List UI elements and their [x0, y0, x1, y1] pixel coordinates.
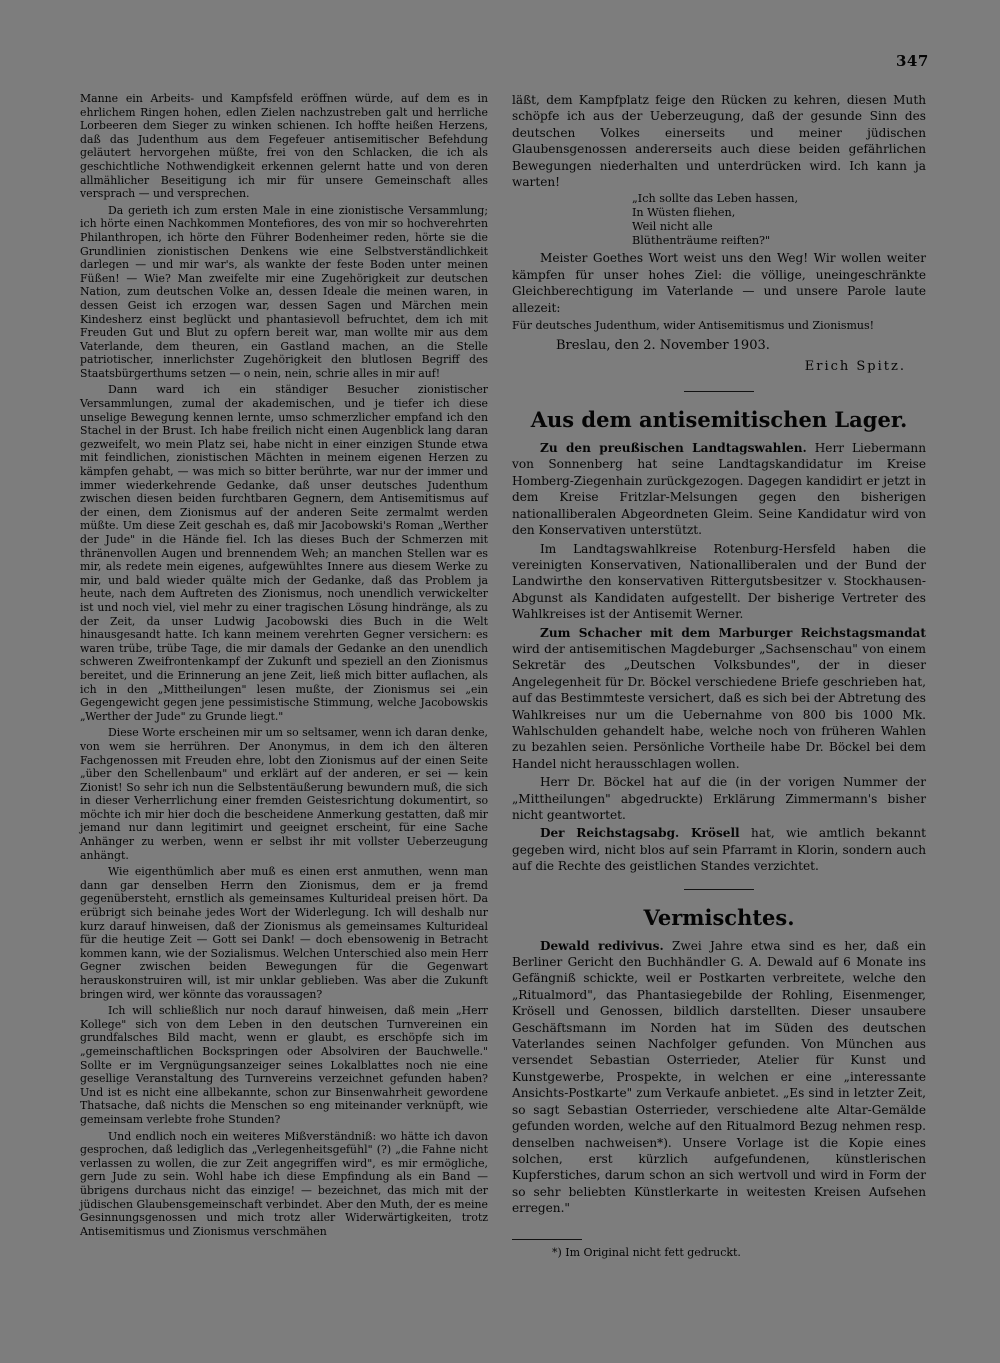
left-column — [80, 92, 488, 1238]
author-signature: Erich Spitz. — [804, 359, 906, 375]
article-body: Zwei Jahre etwa sind es her, daß ein Berliner Gericht den Buchhändler G. A. Dewald auf 6 Monate ins Gefängniß schickte, weil er Postkarten verbreitete, welche den „Ritualmord", das Phantasiegebilde der Rohling, Eisenmenger, Krösell und Genossen, bildlich darstellten. Dieser unsaubere Geschäftsmann im Norden hat im Süden des deutschen Vaterlandes seinen Nachfolger gefunden. Von München aus versendet Sebastian Osterrieder, Atelier für Kunst und Kunstgewerbe, Prospekte, in welchen er eine „interessante Ansichts-Postkarte" zum Verkaufe anbietet. „Es sind in letzter Zeit, so sagt Sebastian Osterrieder, verschiedene alte Altar-Gemälde gefunden worden, welche auf den Ritualmord Bezug nehmen resp. denselben nachweisen*). Unsere Vorlage ist die Kopie eines solchen, erst kürzlich aufgefundenen, künstlerischen Kupferstiches, darum schon an sich wertvoll und wird in Form der so sehr beliebten Künstlerkarte in weitesten Kreisen Aufsehen erregen." — [512, 938, 926, 1216]
slogan-line: Für deutsches Judenthum, wider Antisemitismus und Zionismus! — [512, 319, 875, 333]
left-paragraph-5: Wie eigenthümlich aber muß es einen erst anmuthen, wenn man dann gar denselben Herrn den Zionismus, dem er ja fremd gegenübersteht, ernstlich als gemeinsames Kulturideal preisen hört. Da erübrigt sich beinahe jedes Wort der Widerlegung. Ich will deshalb nur kurz darauf hinweisen, daß der Zionismus als gemeinsames Kulturideal für die heutige Zeit — Gott sei Dank! — doch ebensowenig in Betracht kommen kann, wie der Sozialismus. Welchen Unterschied also mein Herr Gegner zwischen beiden Bewegungen für die Gegenwart herauskonstruiren will, ist mir unklar geblieben. Was aber die Zukunft bringen wird, wer könnte das voraussagen? — [80, 865, 488, 1001]
goethe-verse — [632, 192, 926, 248]
article-heading: Dewald redivivus. — [540, 938, 664, 953]
left-paragraph-4: Diese Worte erscheinen mir um so seltsamer, wenn ich daran denke, von wem sie herrühren. Der Anonymus, in dem ich den älteren Fachgenossen mit Freuden ehre, lobt den Zionismus auf der einen Seite „über den Schellenbaum" und erklärt auf der anderen, er sei — kein Zionist! So sehr ich nun die Selbstentäußerung bewundern muß, die sich in dieser Verherrlichung einer fremden Geistesrichtung dokumentirt, so möchte ich mir hier doch die bescheidene Anmerkung gestatten, daß mir jemand nur dann legitimirt und geeignet erscheint, für eine Sache Anhänger zu werben, wenn er selbst ihr mit vollster Ueberzeugung anhängt. — [80, 726, 488, 862]
section-divider — [684, 889, 754, 890]
footnote-divider — [512, 1239, 582, 1240]
left-paragraph-7: Und endlich noch ein weiteres Mißverständniß: wo hätte ich davon gesprochen, daß lediglich das „Verlegenheitsgefühl" (?) „die Fahne nicht verlassen zu wollen, die zur Zeit angegriffen wird", es mir ermögliche, gern Jude zu sein. Wohl habe ich diese Empfindung als ein Band — übrigens durchaus nicht das einzige! — bezeichnet, das mich mit der jüdischen Glaubensgemeinschaft verbindet. Aber den Muth, der es meine Gesinnungsgenossen und mich trotz aller Widerwärtigkeiten, trotz Antisemitismus und Zionismus verschmähen — [80, 1129, 488, 1238]
section-title-antisemitic-camp: Aus dem antisemitischen Lager. — [530, 407, 908, 433]
article-boeckel-reply: Herr Dr. Böckel hat auf die (in der vorigen Nummer der „Mittheilungen" abgedruckte) Erklärung Zimmermann's bisher nicht geantwortet. — [512, 775, 926, 822]
article-body: hat, wie amtlich bekannt gegeben wird, nicht blos auf sein Pfarramt in Klorin, sondern auch auf die Rechte des geistlichen Standes verzichtet. — [512, 826, 926, 874]
article-landtag-elections — [512, 440, 926, 538]
right-column — [512, 92, 926, 1260]
verse-line: „Ich sollte das Leben hassen, — [632, 192, 799, 206]
left-paragraph-1: Manne ein Arbeits- und Kampfsfeld eröffnen würde, auf dem es in ehrlichem Ringen hohen, edlen Zielen nachzustreben galt und herrliche Lorbeeren dem Sieger zu winken schienen. Ich hoffte heißen Herzens, daß das Judenthum aus dem Fegefeuer antisemitischer Befehdung geläutert hervorgehen müßte, frei von den Schlacken, die ich als geschichtliche Nothwendigkeit erkennen gelernt hatte und von deren allmählicher Beseitigung ich mir für unsere Gemeinschaft alles versprach — und versprechen. — [80, 92, 488, 201]
verse-line: Weil nicht alle — [632, 220, 713, 234]
verse-line: In Wüsten fliehen, — [632, 206, 736, 220]
page-number: 347 — [896, 52, 929, 70]
article-heading: Zu den preußischen Landtagswahlen. — [540, 441, 807, 456]
right-intro-paragraph: läßt, dem Kampfplatz feige den Rücken zu kehren, diesen Muth schöpfe ich aus der Ueberzeugung, daß der gesunde Sinn des deutschen Volkes einerseits und meiner jüdischen Glaubensgenossen andererseits auch diese beiden gefährlichen Bewegungen niederhalten und unterdrücken wird. Ich kann ja warten! — [512, 93, 926, 190]
article-kroesell — [512, 825, 926, 874]
verse-line: Blüthenträume reiften?" — [632, 234, 771, 248]
after-verse-paragraph: Meister Goethes Wort weist uns den Weg! Wir wollen weiter kämpfen für unser hohes Ziel: die völlige, uneingeschränkte Gleichberechtigung im Vaterlande — und unsere Parole laute allezeit: — [512, 251, 926, 315]
article-heading: Der Reichstagsabg. Krösell — [540, 826, 740, 841]
article-heading: Zum Schacher mit dem Marburger Reichstagsmandat — [540, 625, 926, 640]
article-dewald — [512, 938, 926, 1217]
section-divider — [684, 391, 754, 392]
article-rotenburg: Im Landtagswahlkreise Rotenburg-Hersfeld haben die vereinigten Konservativen, Nationalliberalen und der Bund der Landwirthe den konservativen Rittergutsbesitzer v. Stockhausen-Abgunst als Kandidaten aufgestellt. Der bisherige Vertreter des Wahlkreises ist der Antisemit Werner. — [512, 541, 926, 622]
left-paragraph-3: Dann ward ich ein ständiger Besucher zionistischer Versammlungen, zumal der akademischen, und je tiefer ich diese unselige Bewegung kennen lernte, umso schmerzlicher empfand ich den Stachel in der Brust. Ich habe freilich nicht einen Augenblick lang daran gezweifelt, wo mein Platz sei, habe nicht in einer einzigen Stunde etwa mit feindlichen, zionistischen Mächten in meinem eigenen Herzen zu kämpfen gehabt, — was mich so bitter berührte, war nur der immer und immer wiederkehrende Gedanke, daß unser deutsches Judenthum zwischen diesen beiden furchtbaren Gegnern, dem Antisemitismus auf der einen, dem Zionismus auf der anderen Seite zermalmt werden müßte. Um diese Zeit geschah es, daß mir Jacobowski's Roman „Werther der Jude" in die Hände fiel. Ich las dieses Buch der Schmerzen mit thränenvollen Augen und brennendem Weh; an manchen Stellen war es mir, als redete mein eigenes, aufgewühltes Innere aus diesem Werke zu mir, und bald wieder quälte mich der Gedanke, daß das Problem ja heute, nach dem Auftreten des Zionismus, noch unendlich verwickelter ist und noch viel, viel mehr zu einer tragischen Lösung hindränge, als zu der Zeit, da unser Ludwig Jacobowski dies Buch in die Welt hinausgesandt hatte. Ich kann meinem verehrten Gegner versichern: es waren trübe, trübe Tage, die mir damals der Gedanke an den unendlich schweren Zweifrontenkampf der Zukunft und speziell an den Zionismus bereitet, und die Erinnerung an jene Zeit, ließ mich bitter auflachen, als ich in den „Mittheilungen" lesen mußte, der Zionismus sei „ein Gegengewicht gegen jene pessimistische Stimmung, welche Jacobowskis „Werther der Jude" zu Grunde liegt." — [80, 383, 488, 723]
article-marburg-mandate — [512, 625, 926, 773]
left-paragraph-6: Ich will schließlich nur noch darauf hinweisen, daß mein „Herr Kollege" sich von dem Leben in den deutschen Turnvereinen ein grundfalsches Bild macht, wenn er glaubt, es erschöpfe sich im „gemeinschaftlichen Bockspringen oder Absolviren der Bauchwelle." Sollte er im Vergnügungsanzeiger seines Lokalblattes noch nie eine gesellige Veranstaltung des Turnvereins verzeichnet gefunden haben? Und ist es nicht eine allbekannte, schon zur Binsenwahrheit gewordene Thatsache, daß nichts die Menschen so eng miteinander verknüpft, wie gemeinsam verlebte frohe Stunden? — [80, 1004, 488, 1126]
left-paragraph-2: Da gerieth ich zum ersten Male in eine zionistische Versammlung; ich hörte einen Nachkommen Montefiores, des von mir so hochverehrten Philanthropen, ich hörte den Führer Bodenheimer reden, hörte sie die Grundlinien zionistischen Denkens wie eine Selbstverständlichkeit darlegen — und mir war's, als wankte der feste Boden unter meinen Füßen! — Wie? Man zweifelte mir eine Zugehörigkeit zur deutschen Nation, zum deutschen Volke an, dessen Ideale die meinen waren, in dessen Geist ich erzogen war, dessen Sagen und Märchen mein Kindesherz einst beglückt und phantasievoll befruchtet, dem ich mit Freuden Gut und Blut zu opfern bereit war, man wollte mir aus dem Vaterlande, dem theuren, ein Gastland machen, an die Stelle patriotischer, innerlichster Zugehörigkeit den blutlosen Begriff des Staatsbürgerthums setzen — o nein, nein, schrie alles in mir auf! — [80, 203, 488, 380]
dateline: Breslau, den 2. November 1903. — [556, 338, 770, 354]
article-body: Herr Liebermann von Sonnenberg hat seine Landtagskandidatur im Kreise Homberg-Ziegenhain zurückgezogen. Dagegen kandidirt er jetzt in dem Kreise Fritzlar-Melsungen gegen den bisherigen nationalliberalen Abgeordneten Gleim. Seine Kandidatur wird von den Konservativen unterstützt. — [512, 441, 926, 538]
section-title-miscellaneous: Vermischtes. — [643, 904, 795, 930]
article-body: wird der antisemitischen Magdeburger „Sachsenschau" von einem Sekretär des „Deutschen Volksbundes", der in dieser Angelegenheit für Dr. Böckel verschiedene Briefe geschrieben hat, auf das Bestimmteste versichert, daß es sich bei der Abtretung des Wahlkreises nur um die Uebernahme von 800 bis 1000 Mk. Wahlschulden gehandelt habe, welche noch von früheren Wahlen zu bezahlen seien. Persönliche Vortheile habe Dr. Böckel bei dem Handel nicht herausschlagen wollen. — [512, 641, 926, 771]
footnote: *) Im Original nicht fett gedruckt. — [552, 1245, 741, 1259]
